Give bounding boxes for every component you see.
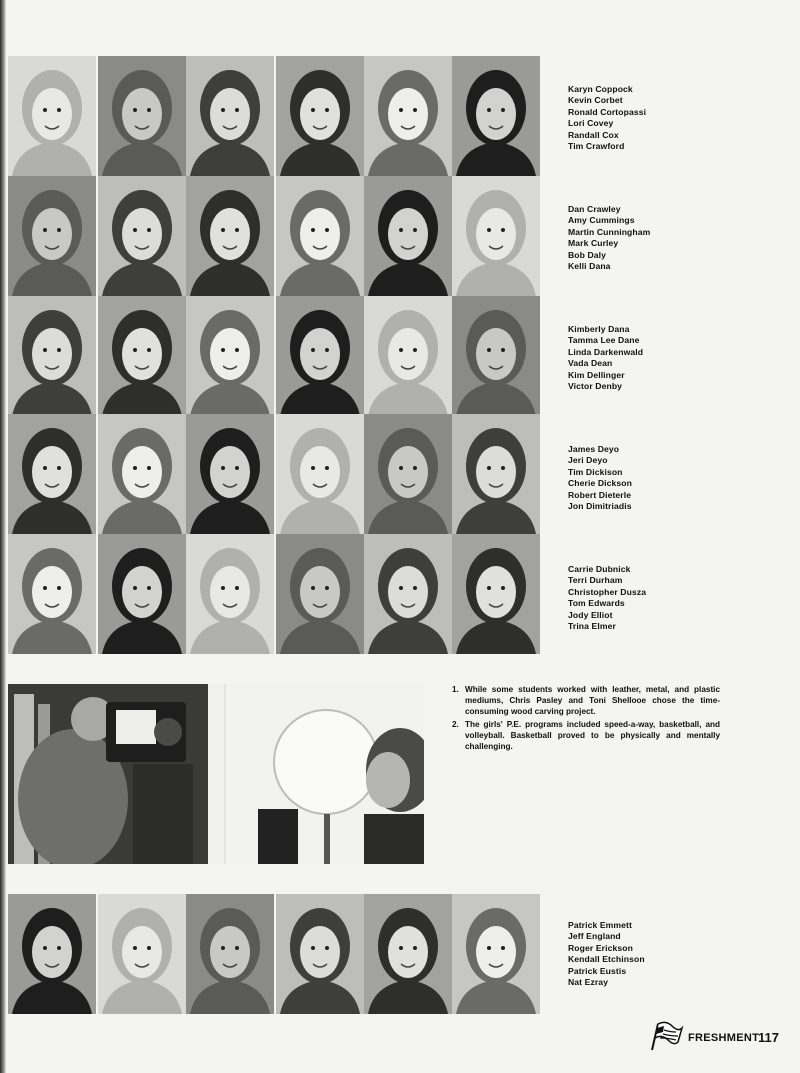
student-portrait — [186, 56, 274, 176]
student-portrait — [8, 56, 96, 176]
student-portrait — [276, 56, 364, 176]
student-portrait — [452, 534, 540, 654]
student-portrait — [452, 296, 540, 416]
student-name: Jody Elliot — [568, 609, 613, 620]
student-name: Carrie Dubnick — [568, 564, 631, 574]
student-name: Patrick Emmett — [568, 920, 632, 930]
portrait-row — [8, 894, 542, 1014]
student-portrait — [364, 414, 452, 534]
section-title: FRESHMENT — [688, 1032, 760, 1044]
student-name: Amy Cummings — [568, 215, 635, 226]
student-portrait — [186, 176, 274, 296]
caption-text: The girls' P.E. programs included speed-a-way, basketball, and volleyball. Basketball proved to be physically and mentally challenging. — [465, 720, 720, 751]
student-name: Patrick Eustis — [568, 965, 627, 976]
photo-captions — [452, 684, 720, 754]
candid-photo — [8, 684, 424, 864]
caption-number: 1. — [452, 685, 459, 694]
student-portrait — [276, 296, 364, 416]
student-portrait — [8, 176, 96, 296]
student-name: Victor Denby — [568, 381, 623, 392]
student-portrait — [364, 894, 452, 1014]
student-names-list — [568, 564, 718, 632]
student-portrait — [98, 176, 186, 296]
student-name: Cherie Dickson — [568, 478, 632, 489]
student-name: Nat Ezray — [568, 977, 609, 988]
flag-icon — [648, 1020, 684, 1054]
student-name: Kendall Etchinson — [568, 954, 645, 965]
student-name: Martin Cunningham — [568, 226, 651, 237]
student-portrait — [8, 414, 96, 534]
student-names-list — [568, 204, 718, 272]
student-name: Trina Elmer — [568, 621, 616, 632]
student-portrait — [276, 414, 364, 534]
student-portrait — [452, 176, 540, 296]
student-name: Bob Daly — [568, 249, 607, 260]
page-footer — [648, 1020, 798, 1056]
student-name: Tamma Lee Dane — [568, 335, 640, 346]
student-name: Kim Dellinger — [568, 369, 625, 380]
portrait-row — [8, 176, 542, 296]
student-name: Kimberly Dana — [568, 324, 630, 334]
student-portrait — [452, 894, 540, 1014]
student-portrait — [276, 176, 364, 296]
student-name: Jon Dimitriadis — [568, 501, 632, 512]
student-name: Jeri Deyo — [568, 455, 608, 466]
student-name: Karyn Coppock — [568, 84, 633, 94]
page-spine-shadow — [0, 0, 6, 1073]
page-number: 117 — [758, 1030, 779, 1045]
student-portrait — [364, 176, 452, 296]
student-names-list — [568, 324, 718, 392]
student-portrait — [186, 414, 274, 534]
student-portrait — [8, 894, 96, 1014]
student-names-list — [568, 920, 718, 988]
student-portrait — [98, 296, 186, 416]
student-name: Randall Cox — [568, 129, 619, 140]
student-portrait — [98, 56, 186, 176]
student-portrait — [364, 534, 452, 654]
student-name: Linda Darkenwald — [568, 346, 644, 357]
student-portrait — [8, 296, 96, 416]
student-name: Dan Crawley — [568, 204, 621, 214]
student-portrait — [276, 534, 364, 654]
student-name: Robert Dieterle — [568, 489, 632, 500]
portrait-row — [8, 296, 542, 416]
student-name: Jeff England — [568, 931, 621, 942]
portrait-row — [8, 414, 542, 534]
student-name: Ronald Cortopassi — [568, 106, 647, 117]
student-name: Kevin Corbet — [568, 95, 623, 106]
student-portrait — [364, 296, 452, 416]
student-names-list — [568, 444, 718, 512]
student-portrait — [186, 296, 274, 416]
student-name: Mark Curley — [568, 238, 619, 249]
student-name: Tim Dickison — [568, 466, 623, 477]
caption-text: While some students worked with leather, metal, and plastic mediums, Chris Pasley and Toni Shellooe chose the time-consuming wood carving project. — [465, 685, 720, 716]
student-portrait — [186, 894, 274, 1014]
student-name: Christopher Dusza — [568, 586, 647, 597]
student-name: Tom Edwards — [568, 598, 625, 609]
student-name: Lori Covey — [568, 118, 614, 129]
student-portrait — [98, 894, 186, 1014]
student-name: Kelli Dana — [568, 261, 611, 272]
student-portrait — [452, 414, 540, 534]
caption-number: 2. — [452, 720, 459, 729]
portrait-row — [8, 534, 542, 654]
caption-item — [452, 684, 720, 717]
student-portrait — [98, 414, 186, 534]
student-name: Vada Dean — [568, 358, 613, 369]
student-portrait — [186, 534, 274, 654]
student-portrait — [98, 534, 186, 654]
student-name: James Deyo — [568, 444, 620, 454]
student-portrait — [364, 56, 452, 176]
caption-item — [452, 719, 720, 752]
student-name: Tim Crawford — [568, 141, 625, 152]
portrait-row — [8, 56, 542, 176]
student-portrait — [276, 894, 364, 1014]
student-portrait — [452, 56, 540, 176]
student-names-list — [568, 84, 718, 152]
student-portrait — [8, 534, 96, 654]
student-name: Terri Durham — [568, 575, 623, 586]
student-name: Roger Erickson — [568, 942, 633, 953]
